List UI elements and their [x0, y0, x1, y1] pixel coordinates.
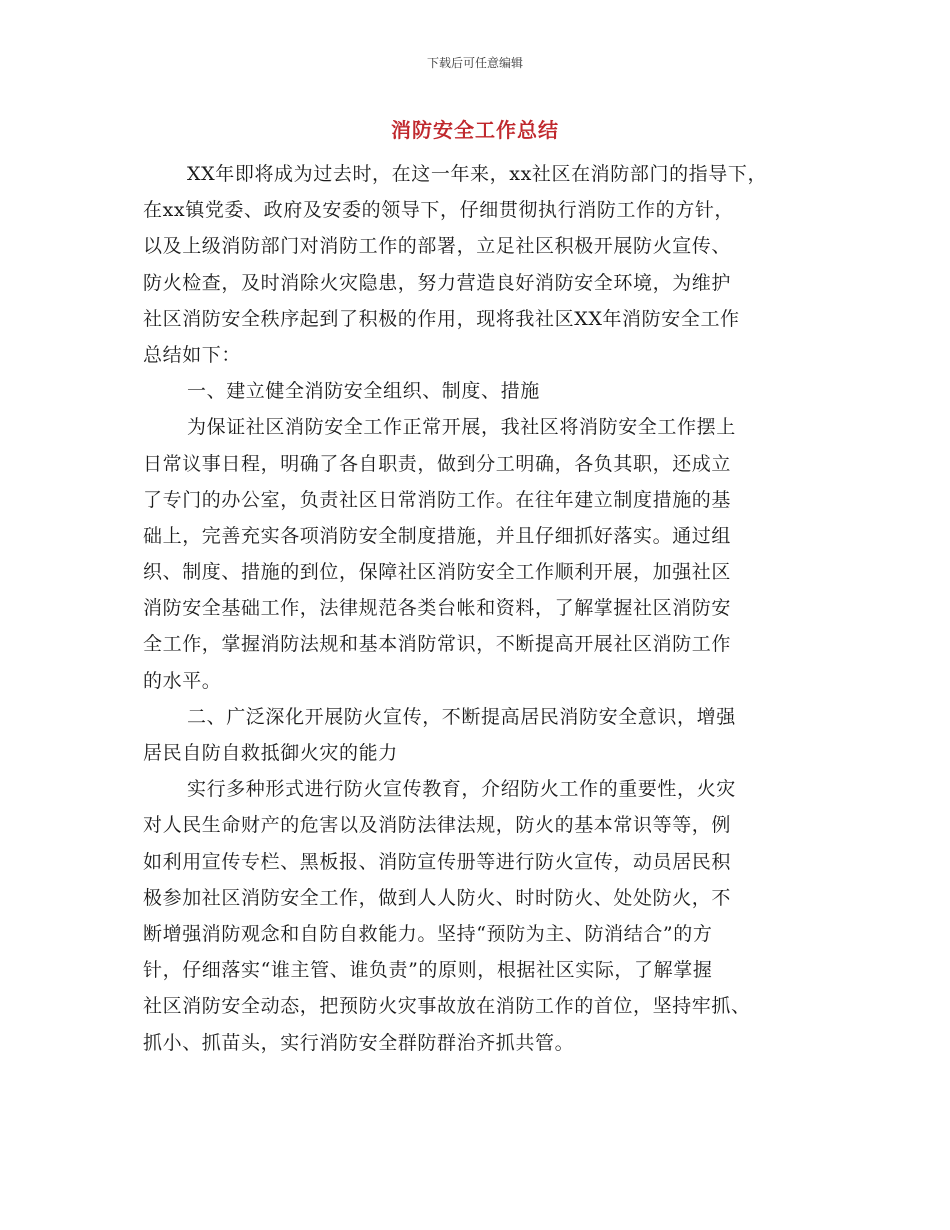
body-line: 社区消防安全秩序起到了积极的作用，现将我社区XX年消防安全工作 — [143, 307, 740, 330]
body-line: 为保证社区消防安全工作正常开展，我社区将消防安全工作摆上 — [187, 416, 736, 439]
body-line: XX年即将成为过去时，在这一年来，xx社区在消防部门的指导下， — [187, 163, 768, 185]
body-line: 一、建立健全消防安全组织、制度、措施 — [187, 380, 540, 403]
body-line: 总结如下： — [143, 343, 242, 366]
body-line: 了专门的办公室，负责社区日常消防工作。在往年建立制度措施的基 — [143, 488, 732, 511]
body-line: 二、广泛深化开展防火宣传，不断提高居民消防安全意识，增强 — [187, 705, 736, 728]
body-line: 居民自防自救抵御火灾的能力 — [143, 742, 398, 764]
body-line: 础上，完善充实各项消防安全制度措施，并且仔细抓好落实。通过组 — [143, 524, 732, 547]
body-line: 社区消防安全动态，把预防火灾事故放在消防工作的首位，坚持牢抓、 — [143, 995, 751, 1018]
body-line: 在xx镇党委、政府及安委的领导下，仔细贯彻执行消防工作的方针， — [143, 199, 735, 222]
document-title: 消防安全工作总结 — [391, 118, 559, 142]
body-line: 抓小、抓苗头，实行消防安全群防群治齐抓共管。 — [143, 1031, 575, 1054]
body-line: 如利用宣传专栏、黑板报、消防宣传册等进行防火宣传，动员居民积 — [143, 850, 732, 873]
body-line: 实行多种形式进行防火宣传教育，介绍防火工作的重要性，火灾 — [187, 778, 736, 801]
body-line: 日常议事日程，明确了各自职责，做到分工明确，各负其职，还成立 — [143, 452, 732, 475]
body-line: 极参加社区消防安全工作，做到人人防火、时时防火、处处防火，不 — [143, 886, 732, 909]
page-header-note: 下载后可任意编辑 — [426, 56, 523, 70]
body-line: 的水平。 — [143, 669, 222, 692]
body-line: 断增强消防观念和自防自救能力。坚持“预防为主、防消结合”的方 — [143, 922, 713, 945]
body-line: 全工作，掌握消防法规和基本消防常识，不断提高开展社区消防工作 — [143, 633, 732, 656]
body-line: 织、制度、措施的到位，保障社区消防安全工作顺利开展，加强社区 — [143, 561, 732, 584]
body-line: 以及上级消防部门对消防工作的部署，立足社区积极开展防火宣传、 — [143, 235, 732, 258]
body-line: 对人民生命财产的危害以及消防法律法规，防火的基本常识等等，例 — [143, 814, 732, 837]
document-body — [143, 156, 823, 1061]
body-line: 防火检查，及时消除火灾隐患，努力营造良好消防安全环境，为维护 — [143, 271, 732, 294]
body-line: 消防安全基础工作，法律规范各类台帐和资料，了解掌握社区消防安 — [143, 597, 732, 620]
body-line: 针，仔细落实“谁主管、谁负责”的原则，根据社区实际，了解掌握 — [143, 959, 713, 982]
